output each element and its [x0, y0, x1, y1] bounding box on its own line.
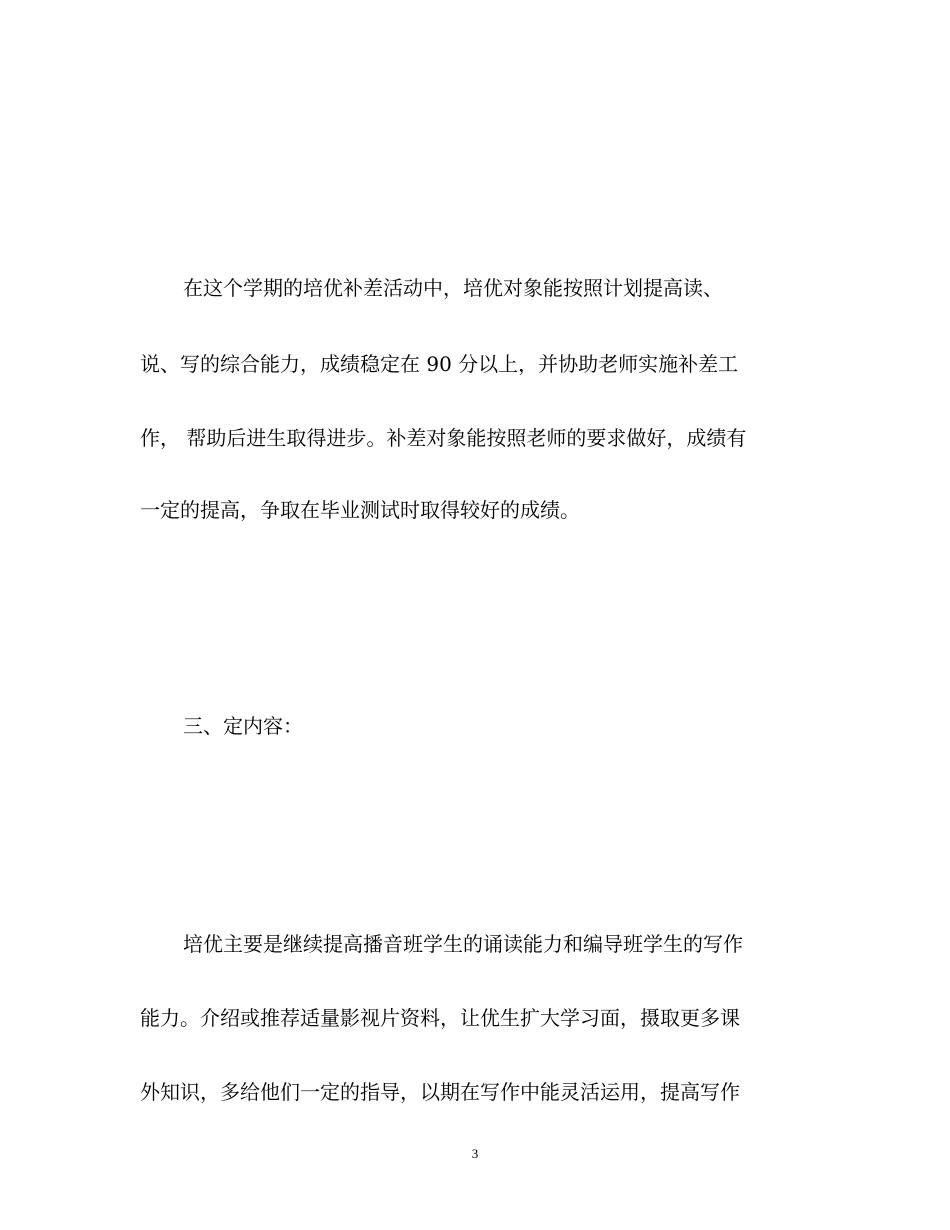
paragraph-1-line-1: 在这个学期的培优补差活动中，培优对象能按照计划提高读、 — [183, 276, 723, 300]
paragraph-2-line-2: 能力。介绍或推荐适量影视片资料，让优生扩大学习面，摄取更多课 — [140, 1006, 740, 1030]
paragraph-1-line-4: 一定的提高，争取在毕业测试时取得较好的成绩。 — [140, 498, 580, 522]
paragraph-1-line-2: 说、写的综合能力，成绩稳定在 90 分以上，并协助老师实施补差工 — [140, 352, 739, 376]
paragraph-2-line-3: 外知识，多给他们一定的指导，以期在写作中能灵活运用，提高写作 — [140, 1080, 740, 1104]
paragraph-1-line-3: 作， 帮助后进生取得进步。补差对象能按照老师的要求做好，成绩有 — [140, 426, 747, 450]
paragraph-2-line-1: 培优主要是继续提高播音班学生的诵读能力和编导班学生的写作 — [183, 932, 743, 956]
page-number: 3 — [471, 1146, 479, 1161]
section-heading: 三、定内容： — [183, 714, 303, 738]
